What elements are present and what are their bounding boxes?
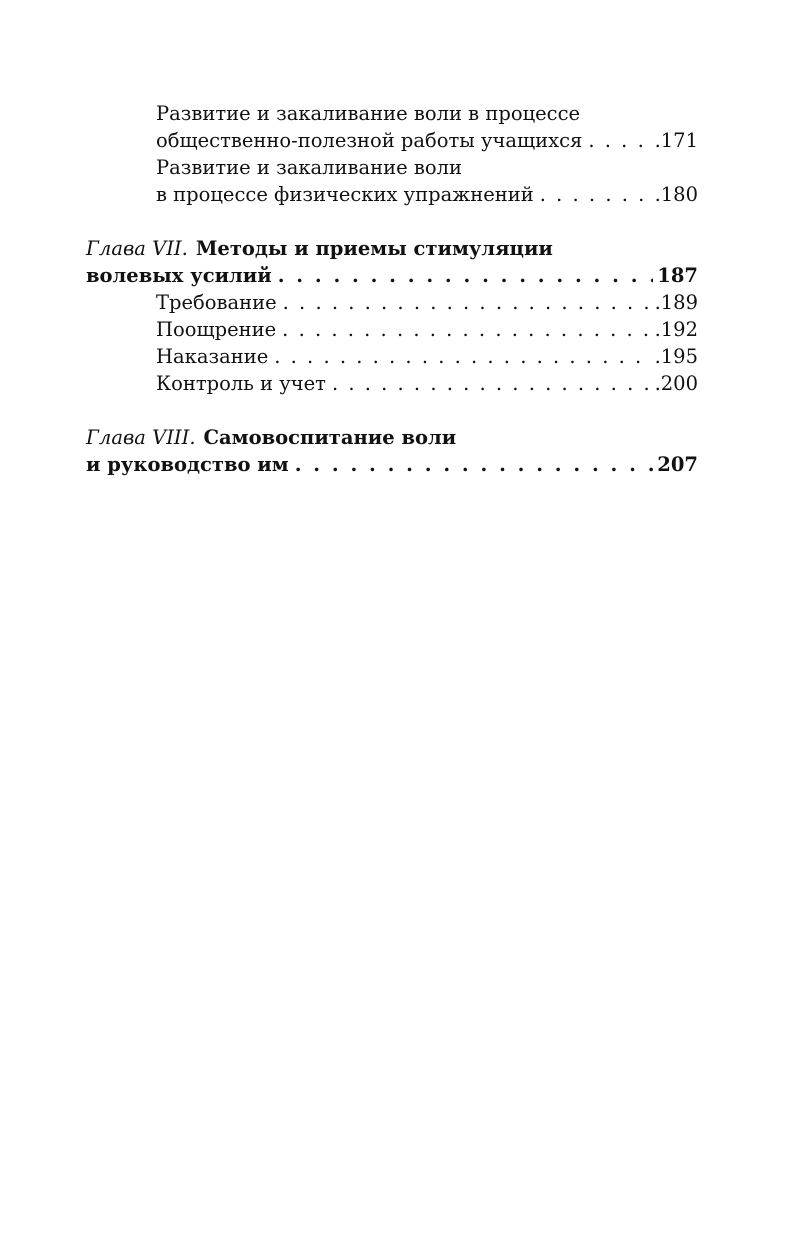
chapter-title: и руководство им xyxy=(86,453,289,476)
chapter-label: Глава VII. xyxy=(86,237,188,260)
spacer xyxy=(86,208,698,235)
toc-entry-line xyxy=(86,100,698,127)
chapter-heading xyxy=(86,424,698,451)
toc-entry-line xyxy=(86,154,698,181)
chapter-title: Самовоспитание воли xyxy=(203,426,457,449)
toc-entry-line xyxy=(86,316,698,343)
toc-entry-text: Развитие и закаливание воли xyxy=(156,156,462,179)
toc-entry-line xyxy=(86,181,698,208)
leader-dots xyxy=(278,262,654,289)
page-number: 207 xyxy=(657,453,698,476)
toc-entry-line xyxy=(86,289,698,316)
page-number: .195 xyxy=(654,345,698,368)
page-number: 187 xyxy=(657,264,698,287)
chapter-title: волевых усилий xyxy=(86,264,272,287)
leader-dots xyxy=(283,289,651,316)
page-number: .200 xyxy=(654,372,698,395)
toc-entry-text: Контроль и учет xyxy=(156,372,326,395)
toc-entry-text: Развитие и закаливание воли в процессе xyxy=(156,102,581,125)
page-number: .192 xyxy=(654,318,698,341)
page-number: .171 xyxy=(654,129,698,152)
leader-dots xyxy=(282,316,650,343)
toc-entry-text: общественно-полезной работы учащихся xyxy=(156,129,583,152)
leader-dots xyxy=(588,127,650,154)
leader-dots xyxy=(274,343,650,370)
page-number: .189 xyxy=(654,291,698,314)
chapter-title: Методы и приемы стимуляции xyxy=(195,237,553,260)
toc-entry-line xyxy=(86,127,698,154)
page-number: .180 xyxy=(654,183,698,206)
leader-dots xyxy=(540,181,651,208)
toc-entry-line xyxy=(86,343,698,370)
spacer xyxy=(86,397,698,424)
toc-entry-text: Наказание xyxy=(156,345,269,368)
toc-entry-text: в процессе физических упражнений xyxy=(156,183,534,206)
toc-entry-text: Поощрение xyxy=(156,318,277,341)
toc-entry-text: Требование xyxy=(156,291,277,314)
chapter-heading xyxy=(86,235,698,262)
chapter-heading xyxy=(86,451,698,478)
leader-dots xyxy=(295,451,654,478)
toc-entry-line xyxy=(86,370,698,397)
table-of-contents xyxy=(86,100,698,478)
chapter-heading xyxy=(86,262,698,289)
chapter-label: Глава VIII. xyxy=(86,426,196,449)
leader-dots xyxy=(332,370,651,397)
